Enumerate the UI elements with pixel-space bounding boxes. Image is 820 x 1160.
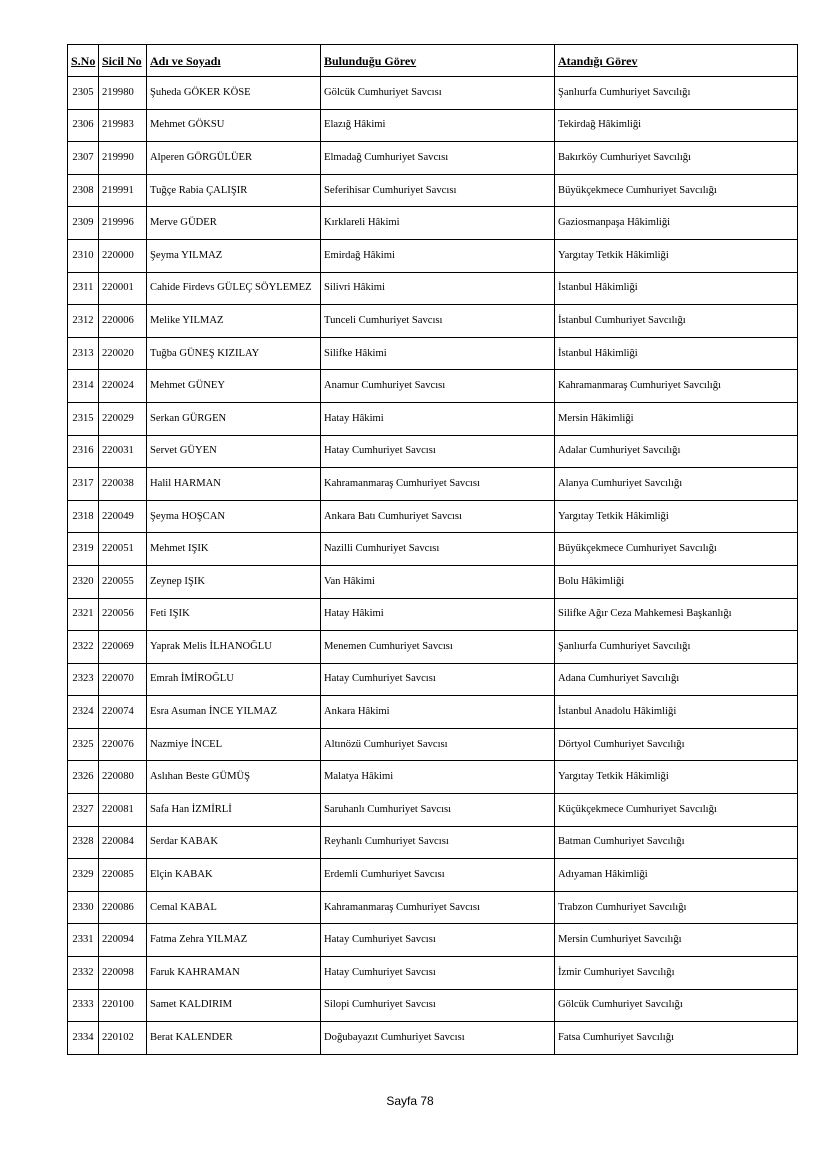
cell-assigned-post: Küçükçekmece Cumhuriyet Savcılığı	[555, 794, 798, 827]
cell-name: Aslıhan Beste GÜMÜŞ	[147, 761, 321, 794]
cell-name: Serkan GÜRGEN	[147, 402, 321, 435]
cell-sicil: 220094	[99, 924, 147, 957]
cell-current-post: Tunceli Cumhuriyet Savcısı	[321, 305, 555, 338]
cell-sicil: 219980	[99, 77, 147, 110]
table-row	[68, 794, 798, 827]
cell-assigned-post: Adıyaman Hâkimliği	[555, 859, 798, 892]
cell-current-post: Hatay Hâkimi	[321, 598, 555, 631]
table-row	[68, 924, 798, 957]
cell-current-post: Van Hâkimi	[321, 565, 555, 598]
cell-current-post: Elazığ Hâkimi	[321, 109, 555, 142]
cell-current-post: Saruhanlı Cumhuriyet Savcısı	[321, 794, 555, 827]
cell-assigned-post: Kahramanmaraş Cumhuriyet Savcılığı	[555, 370, 798, 403]
cell-sicil: 219991	[99, 174, 147, 207]
table-row	[68, 761, 798, 794]
table-row	[68, 109, 798, 142]
cell-assigned-post: Gölcük Cumhuriyet Savcılığı	[555, 989, 798, 1022]
cell-current-post: Doğubayazıt Cumhuriyet Savcısı	[321, 1022, 555, 1055]
cell-name: Tuğba GÜNEŞ KIZILAY	[147, 337, 321, 370]
cell-sicil: 220000	[99, 239, 147, 272]
header-current-post: Bulunduğu Görev	[321, 45, 555, 77]
cell-sicil: 220086	[99, 891, 147, 924]
cell-sicil: 220029	[99, 402, 147, 435]
table-row	[68, 957, 798, 990]
cell-name: Cahide Firdevs GÜLEÇ SÖYLEMEZ	[147, 272, 321, 305]
cell-current-post: Menemen Cumhuriyet Savcısı	[321, 631, 555, 664]
table-row	[68, 402, 798, 435]
cell-assigned-post: Bolu Hâkimliği	[555, 565, 798, 598]
cell-name: Şeyma HOŞCAN	[147, 500, 321, 533]
cell-name: Emrah İMİROĞLU	[147, 663, 321, 696]
cell-sno: 2332	[68, 957, 99, 990]
page-number: Sayfa 78	[386, 1094, 434, 1108]
cell-current-post: Hatay Cumhuriyet Savcısı	[321, 957, 555, 990]
header-name: Adı ve Soyadı	[147, 45, 321, 77]
cell-assigned-post: Dörtyol Cumhuriyet Savcılığı	[555, 728, 798, 761]
table-row	[68, 663, 798, 696]
cell-current-post: Emirdağ Hâkimi	[321, 239, 555, 272]
cell-sno: 2325	[68, 728, 99, 761]
table-row	[68, 207, 798, 240]
table-row	[68, 859, 798, 892]
cell-sicil: 220024	[99, 370, 147, 403]
cell-sicil: 219983	[99, 109, 147, 142]
cell-assigned-post: Fatsa Cumhuriyet Savcılığı	[555, 1022, 798, 1055]
cell-sno: 2318	[68, 500, 99, 533]
cell-sicil: 220076	[99, 728, 147, 761]
table-row	[68, 1022, 798, 1055]
table-row	[68, 468, 798, 501]
cell-sicil: 220102	[99, 1022, 147, 1055]
cell-sno: 2320	[68, 565, 99, 598]
cell-current-post: Silopi Cumhuriyet Savcısı	[321, 989, 555, 1022]
cell-sno: 2311	[68, 272, 99, 305]
cell-name: Faruk KAHRAMAN	[147, 957, 321, 990]
header-sicil: Sicil No	[99, 45, 147, 77]
table-row	[68, 272, 798, 305]
cell-name: Cemal KABAL	[147, 891, 321, 924]
cell-assigned-post: İstanbul Hâkimliği	[555, 337, 798, 370]
cell-current-post: Malatya Hâkimi	[321, 761, 555, 794]
cell-sno: 2306	[68, 109, 99, 142]
header-assigned-post: Atandığı Görev	[555, 45, 798, 77]
cell-current-post: Silivri Hâkimi	[321, 272, 555, 305]
table-row	[68, 77, 798, 110]
cell-sno: 2315	[68, 402, 99, 435]
cell-current-post: Anamur Cumhuriyet Savcısı	[321, 370, 555, 403]
cell-sno: 2307	[68, 142, 99, 175]
cell-sicil: 220055	[99, 565, 147, 598]
header-sno: S.No	[68, 45, 99, 77]
cell-assigned-post: Mersin Cumhuriyet Savcılığı	[555, 924, 798, 957]
cell-name: Yaprak Melis İLHANOĞLU	[147, 631, 321, 664]
cell-sno: 2322	[68, 631, 99, 664]
assignment-table	[67, 44, 798, 1055]
cell-sno: 2310	[68, 239, 99, 272]
table-row	[68, 533, 798, 566]
cell-current-post: Reyhanlı Cumhuriyet Savcısı	[321, 826, 555, 859]
cell-sicil: 220031	[99, 435, 147, 468]
cell-sno: 2313	[68, 337, 99, 370]
cell-current-post: Hatay Hâkimi	[321, 402, 555, 435]
cell-name: Berat KALENDER	[147, 1022, 321, 1055]
cell-current-post: Hatay Cumhuriyet Savcısı	[321, 435, 555, 468]
cell-assigned-post: Büyükçekmece Cumhuriyet Savcılığı	[555, 174, 798, 207]
cell-sicil: 220069	[99, 631, 147, 664]
table-row	[68, 500, 798, 533]
cell-sicil: 220080	[99, 761, 147, 794]
cell-sicil: 219996	[99, 207, 147, 240]
cell-sicil: 220001	[99, 272, 147, 305]
cell-name: Halil HARMAN	[147, 468, 321, 501]
cell-sicil: 220081	[99, 794, 147, 827]
cell-name: Serdar KABAK	[147, 826, 321, 859]
cell-sicil: 220098	[99, 957, 147, 990]
cell-assigned-post: Yargıtay Tetkik Hâkimliği	[555, 239, 798, 272]
cell-name: Esra Asuman İNCE YILMAZ	[147, 696, 321, 729]
cell-current-post: Nazilli Cumhuriyet Savcısı	[321, 533, 555, 566]
table-header-row	[68, 45, 798, 77]
cell-assigned-post: Şanlıurfa Cumhuriyet Savcılığı	[555, 77, 798, 110]
cell-current-post: Altınözü Cumhuriyet Savcısı	[321, 728, 555, 761]
cell-assigned-post: Tekirdağ Hâkimliği	[555, 109, 798, 142]
table-body	[68, 77, 798, 1055]
cell-sno: 2312	[68, 305, 99, 338]
cell-assigned-post: Yargıtay Tetkik Hâkimliği	[555, 761, 798, 794]
cell-sno: 2328	[68, 826, 99, 859]
cell-name: Elçin KABAK	[147, 859, 321, 892]
cell-assigned-post: İstanbul Anadolu Hâkimliği	[555, 696, 798, 729]
cell-name: Şuheda GÖKER KÖSE	[147, 77, 321, 110]
cell-assigned-post: Adana Cumhuriyet Savcılığı	[555, 663, 798, 696]
cell-assigned-post: Şanlıurfa Cumhuriyet Savcılığı	[555, 631, 798, 664]
cell-sno: 2330	[68, 891, 99, 924]
cell-assigned-post: Büyükçekmece Cumhuriyet Savcılığı	[555, 533, 798, 566]
table-row	[68, 565, 798, 598]
cell-name: Fatma Zehra YILMAZ	[147, 924, 321, 957]
cell-current-post: Hatay Cumhuriyet Savcısı	[321, 924, 555, 957]
table-row	[68, 891, 798, 924]
cell-name: Feti IŞIK	[147, 598, 321, 631]
cell-sicil: 219990	[99, 142, 147, 175]
cell-assigned-post: Adalar Cumhuriyet Savcılığı	[555, 435, 798, 468]
table-row	[68, 142, 798, 175]
cell-current-post: Silifke Hâkimi	[321, 337, 555, 370]
cell-name: Servet GÜYEN	[147, 435, 321, 468]
cell-sno: 2305	[68, 77, 99, 110]
cell-name: Nazmiye İNCEL	[147, 728, 321, 761]
cell-name: Şeyma YILMAZ	[147, 239, 321, 272]
cell-sicil: 220051	[99, 533, 147, 566]
cell-sicil: 220049	[99, 500, 147, 533]
cell-current-post: Ankara Hâkimi	[321, 696, 555, 729]
cell-assigned-post: Gaziosmanpaşa Hâkimliği	[555, 207, 798, 240]
cell-sno: 2316	[68, 435, 99, 468]
table-row	[68, 239, 798, 272]
cell-current-post: Seferihisar Cumhuriyet Savcısı	[321, 174, 555, 207]
cell-sno: 2333	[68, 989, 99, 1022]
cell-current-post: Hatay Cumhuriyet Savcısı	[321, 663, 555, 696]
table-row	[68, 598, 798, 631]
cell-sicil: 220056	[99, 598, 147, 631]
cell-assigned-post: İzmir Cumhuriyet Savcılığı	[555, 957, 798, 990]
cell-sicil: 220100	[99, 989, 147, 1022]
cell-sno: 2308	[68, 174, 99, 207]
table-row	[68, 305, 798, 338]
cell-sno: 2329	[68, 859, 99, 892]
cell-sno: 2323	[68, 663, 99, 696]
cell-name: Safa Han İZMİRLİ	[147, 794, 321, 827]
cell-sicil: 220085	[99, 859, 147, 892]
table-row	[68, 728, 798, 761]
cell-name: Alperen GÖRGÜLÜER	[147, 142, 321, 175]
table-row	[68, 826, 798, 859]
cell-current-post: Gölcük Cumhuriyet Savcısı	[321, 77, 555, 110]
cell-name: Mehmet GÜNEY	[147, 370, 321, 403]
cell-assigned-post: Mersin Hâkimliği	[555, 402, 798, 435]
table-row	[68, 174, 798, 207]
cell-name: Melike YILMAZ	[147, 305, 321, 338]
cell-current-post: Elmadağ Cumhuriyet Savcısı	[321, 142, 555, 175]
cell-name: Tuğçe Rabia ÇALIŞIR	[147, 174, 321, 207]
cell-name: Mehmet IŞIK	[147, 533, 321, 566]
table-row	[68, 696, 798, 729]
cell-sno: 2319	[68, 533, 99, 566]
cell-sno: 2327	[68, 794, 99, 827]
cell-sno: 2309	[68, 207, 99, 240]
cell-sicil: 220074	[99, 696, 147, 729]
cell-current-post: Ankara Batı Cumhuriyet Savcısı	[321, 500, 555, 533]
cell-sno: 2317	[68, 468, 99, 501]
cell-current-post: Erdemli Cumhuriyet Savcısı	[321, 859, 555, 892]
table-row	[68, 370, 798, 403]
cell-sicil: 220084	[99, 826, 147, 859]
cell-sno: 2324	[68, 696, 99, 729]
cell-name: Zeynep IŞIK	[147, 565, 321, 598]
cell-assigned-post: Yargıtay Tetkik Hâkimliği	[555, 500, 798, 533]
table-row	[68, 435, 798, 468]
cell-current-post: Kahramanmaraş Cumhuriyet Savcısı	[321, 468, 555, 501]
cell-assigned-post: Trabzon Cumhuriyet Savcılığı	[555, 891, 798, 924]
cell-sicil: 220006	[99, 305, 147, 338]
cell-sno: 2326	[68, 761, 99, 794]
cell-current-post: Kahramanmaraş Cumhuriyet Savcısı	[321, 891, 555, 924]
table-row	[68, 989, 798, 1022]
cell-assigned-post: Batman Cumhuriyet Savcılığı	[555, 826, 798, 859]
cell-assigned-post: Silifke Ağır Ceza Mahkemesi Başkanlığı	[555, 598, 798, 631]
cell-sno: 2314	[68, 370, 99, 403]
cell-assigned-post: İstanbul Hâkimliği	[555, 272, 798, 305]
cell-sicil: 220070	[99, 663, 147, 696]
table-row	[68, 631, 798, 664]
cell-name: Mehmet GÖKSU	[147, 109, 321, 142]
cell-sicil: 220020	[99, 337, 147, 370]
cell-current-post: Kırklareli Hâkimi	[321, 207, 555, 240]
cell-assigned-post: Bakırköy Cumhuriyet Savcılığı	[555, 142, 798, 175]
cell-assigned-post: Alanya Cumhuriyet Savcılığı	[555, 468, 798, 501]
cell-assigned-post: İstanbul Cumhuriyet Savcılığı	[555, 305, 798, 338]
cell-name: Samet KALDIRIM	[147, 989, 321, 1022]
cell-name: Merve GÜDER	[147, 207, 321, 240]
cell-sno: 2334	[68, 1022, 99, 1055]
cell-sicil: 220038	[99, 468, 147, 501]
cell-sno: 2321	[68, 598, 99, 631]
table-row	[68, 337, 798, 370]
cell-sno: 2331	[68, 924, 99, 957]
